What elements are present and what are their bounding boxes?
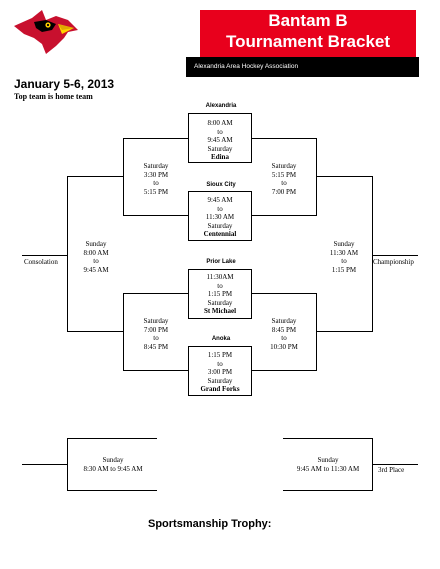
third-place-label: 3rd Place: [378, 466, 405, 474]
game-info: Sunday 8:30 AM to 9:45 AM: [83, 456, 143, 473]
bracket-line: [316, 176, 373, 177]
game-info: Saturday 5:15 PM to 7:00 PM: [271, 162, 297, 196]
game-info: Sunday 8:00 AM to 9:45 AM: [83, 240, 109, 274]
bracket-line: [252, 370, 317, 371]
bracket-line: [252, 138, 317, 139]
third-place-line: [372, 464, 418, 465]
sportsmanship-trophy-label: Sportsmanship Trophy:: [148, 518, 272, 530]
game-info: Saturday 3:30 PM to 5:15 PM: [143, 162, 169, 196]
bracket-line: [67, 438, 157, 439]
association-bar: Alexandria Area Hockey Association: [186, 57, 419, 77]
team-label: Prior Lake: [206, 259, 236, 265]
title-line-2: Tournament Bracket: [225, 32, 391, 51]
bracket-line: [67, 331, 124, 332]
bracket-line: [67, 176, 124, 177]
bracket-line: [252, 215, 317, 216]
bracket-line: [252, 293, 317, 294]
team-label: Sioux City: [206, 182, 236, 188]
team-name: Edina: [211, 153, 229, 162]
bracket-line: [316, 138, 317, 216]
bracket-line: [372, 176, 373, 332]
bracket-line: [123, 138, 188, 139]
game-info: 9:45 AM to 11:30 AM Saturday Centennial: [188, 196, 252, 239]
bracket-line: [67, 490, 157, 491]
event-dates: January 5-6, 2013: [14, 77, 115, 91]
consolation-line: [22, 255, 67, 256]
cardinal-bird-icon: [12, 8, 82, 58]
team-name: Grand Forks: [200, 385, 240, 394]
team-name: St Michael: [203, 307, 237, 316]
bracket-line: [283, 490, 373, 491]
bracket-line: [283, 438, 373, 439]
team-label: Anoka: [211, 336, 231, 342]
game-info: 11:30AM to 1:15 PM Saturday St Michael: [188, 273, 252, 316]
game-info: 1:15 PM to 3:00 PM Saturday Grand Forks: [188, 351, 252, 394]
bracket-line: [123, 370, 188, 371]
title-line-1: Bantam B: [268, 11, 348, 30]
game-info: Sunday 9:45 AM to 11:30 AM: [296, 456, 360, 473]
game-info: Saturday 7:00 PM to 8:45 PM: [143, 317, 169, 351]
consolation-label: Consolation: [24, 258, 58, 266]
bracket-line: [316, 331, 373, 332]
bracket-line: [123, 293, 188, 294]
title-banner: [200, 10, 416, 57]
game-info: Sunday 11:30 AM to 1:15 PM: [329, 240, 359, 274]
team-label: Alexandria: [205, 103, 237, 109]
bracket-line: [22, 464, 67, 465]
championship-label: Championship: [373, 258, 414, 266]
championship-line: [372, 255, 418, 256]
game-info: Saturday 8:45 PM to 10:30 PM: [270, 317, 298, 351]
bracket-line: [316, 293, 317, 371]
home-team-note: Top team is home team: [14, 92, 93, 101]
bracket-line: [123, 215, 188, 216]
team-name: Centennial: [203, 230, 237, 239]
game-info: 8:00 AM to 9:45 AM Saturday Edina: [188, 119, 252, 162]
